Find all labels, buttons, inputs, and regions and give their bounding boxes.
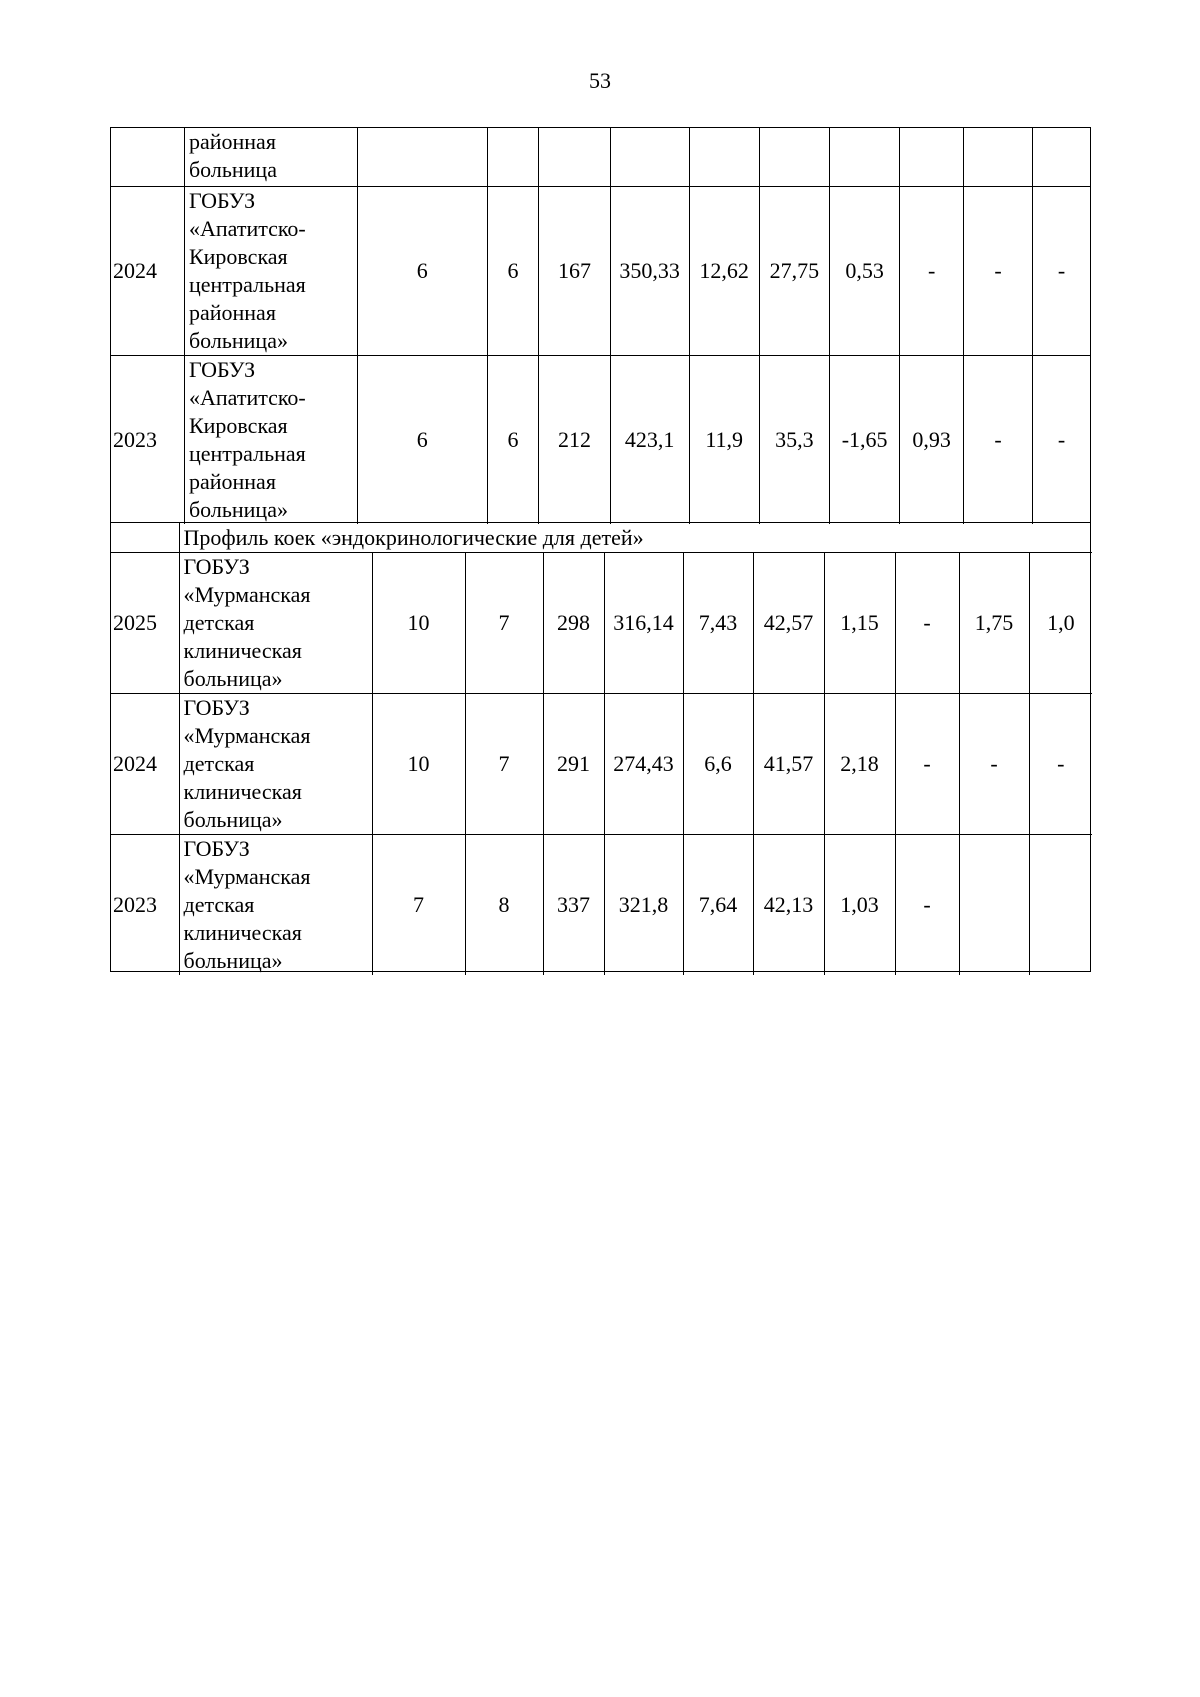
value-cell: 167 <box>539 186 610 355</box>
value-cell: - <box>900 186 964 355</box>
org-line: детская <box>183 750 255 776</box>
year-cell: 2023 <box>111 355 184 524</box>
org-line: ГОБУЗ <box>188 187 256 213</box>
org-line: больница» <box>183 665 283 691</box>
value-cell: 35,3 <box>759 355 829 524</box>
value-cell <box>357 128 487 186</box>
value-cell <box>830 128 900 186</box>
value-cell: 1,03 <box>824 834 895 975</box>
table-row <box>111 355 1090 524</box>
table-row <box>111 552 1092 693</box>
value-cell: 321,8 <box>604 834 683 975</box>
value-cell: 337 <box>543 834 604 975</box>
value-cell: 7,43 <box>683 552 753 693</box>
value-cell: 12,62 <box>689 186 759 355</box>
value-cell: 42,13 <box>753 834 824 975</box>
org-line: больница» <box>183 806 283 832</box>
org-line: районная <box>188 468 276 494</box>
value-cell: 7 <box>465 552 543 693</box>
value-cell <box>900 128 964 186</box>
value-cell: 291 <box>543 693 604 834</box>
value-cell: 6 <box>357 355 487 524</box>
value-cell: 274,43 <box>604 693 683 834</box>
org-line: больница» <box>188 327 288 353</box>
value-cell: 350,33 <box>610 186 689 355</box>
org-cell <box>179 693 372 834</box>
value-cell: 2,18 <box>824 693 895 834</box>
value-cell: 42,57 <box>753 552 824 693</box>
value-cell: 10 <box>372 552 465 693</box>
value-cell: 1,15 <box>824 552 895 693</box>
value-cell: 7,64 <box>683 834 753 975</box>
year-cell: 2024 <box>111 693 179 834</box>
table-row <box>111 523 1092 552</box>
org-line: Кировская <box>188 412 288 438</box>
value-cell: 298 <box>543 552 604 693</box>
org-cell <box>184 186 357 355</box>
value-cell: 423,1 <box>610 355 689 524</box>
value-cell <box>1029 834 1092 975</box>
table-row <box>111 834 1092 975</box>
value-cell <box>759 128 829 186</box>
org-line: «Мурманская <box>183 722 311 748</box>
org-line: клиническая <box>183 919 302 945</box>
year-cell <box>111 523 179 552</box>
org-line: больница <box>188 157 277 182</box>
value-cell: - <box>895 552 959 693</box>
data-table-2 <box>111 523 1092 975</box>
table-row <box>111 186 1090 355</box>
org-line: ГОБУЗ <box>183 835 250 861</box>
value-cell: 6,6 <box>683 693 753 834</box>
value-cell: 0,93 <box>900 355 964 524</box>
org-line: «Апатитско- <box>188 384 306 410</box>
value-cell: - <box>964 355 1033 524</box>
org-line: клиническая <box>183 637 302 663</box>
value-cell <box>959 834 1029 975</box>
value-cell: - <box>1033 355 1090 524</box>
profile-header: Профиль коек «эндокринологические для детей» <box>179 523 1092 552</box>
org-line: ГОБУЗ <box>183 553 250 579</box>
value-cell: 11,9 <box>689 355 759 524</box>
value-cell: 212 <box>539 355 610 524</box>
org-line: Кировская <box>188 243 288 269</box>
org-line: больница» <box>183 947 283 973</box>
org-line: детская <box>183 609 255 635</box>
table-block-2 <box>110 522 1091 972</box>
org-line: клиническая <box>183 778 302 804</box>
value-cell: - <box>964 186 1033 355</box>
year-cell: 2025 <box>111 552 179 693</box>
org-line: центральная <box>188 271 306 297</box>
org-line: центральная <box>188 440 306 466</box>
org-line: ГОБУЗ <box>188 356 256 382</box>
value-cell: 7 <box>465 693 543 834</box>
value-cell: 0,53 <box>830 186 900 355</box>
year-cell: 2023 <box>111 834 179 975</box>
value-cell: - <box>895 834 959 975</box>
org-cell <box>179 552 372 693</box>
table-block-1 <box>110 127 1091 523</box>
value-cell: 6 <box>487 355 539 524</box>
value-cell <box>1033 128 1090 186</box>
value-cell <box>689 128 759 186</box>
value-cell: 10 <box>372 693 465 834</box>
value-cell: 27,75 <box>759 186 829 355</box>
value-cell: - <box>959 693 1029 834</box>
page-number: 53 <box>589 68 611 93</box>
org-line: районная <box>188 299 276 325</box>
org-line: ГОБУЗ <box>183 694 250 720</box>
org-line: «Мурманская <box>183 863 311 889</box>
value-cell: -1,65 <box>830 355 900 524</box>
value-cell: - <box>1033 186 1090 355</box>
org-line: детская <box>183 891 255 917</box>
value-cell: - <box>895 693 959 834</box>
value-cell: - <box>1029 693 1092 834</box>
value-cell: 316,14 <box>604 552 683 693</box>
org-cell <box>184 355 357 524</box>
data-table-1 <box>111 128 1090 524</box>
value-cell: 1,0 <box>1029 552 1092 693</box>
value-cell: 8 <box>465 834 543 975</box>
table-row <box>111 128 1090 186</box>
value-cell: 6 <box>487 186 539 355</box>
value-cell: 1,75 <box>959 552 1029 693</box>
org-line: районная <box>188 129 276 154</box>
org-cell <box>184 128 357 186</box>
table-row <box>111 693 1092 834</box>
value-cell <box>487 128 539 186</box>
value-cell: 7 <box>372 834 465 975</box>
year-cell: 2024 <box>111 186 184 355</box>
value-cell <box>964 128 1033 186</box>
value-cell <box>539 128 610 186</box>
org-line: «Мурманская <box>183 581 311 607</box>
year-cell <box>111 128 184 186</box>
org-line: «Апатитско- <box>188 215 306 241</box>
value-cell: 6 <box>357 186 487 355</box>
value-cell <box>610 128 689 186</box>
value-cell: 41,57 <box>753 693 824 834</box>
org-line: больница» <box>188 496 288 522</box>
org-cell <box>179 834 372 975</box>
